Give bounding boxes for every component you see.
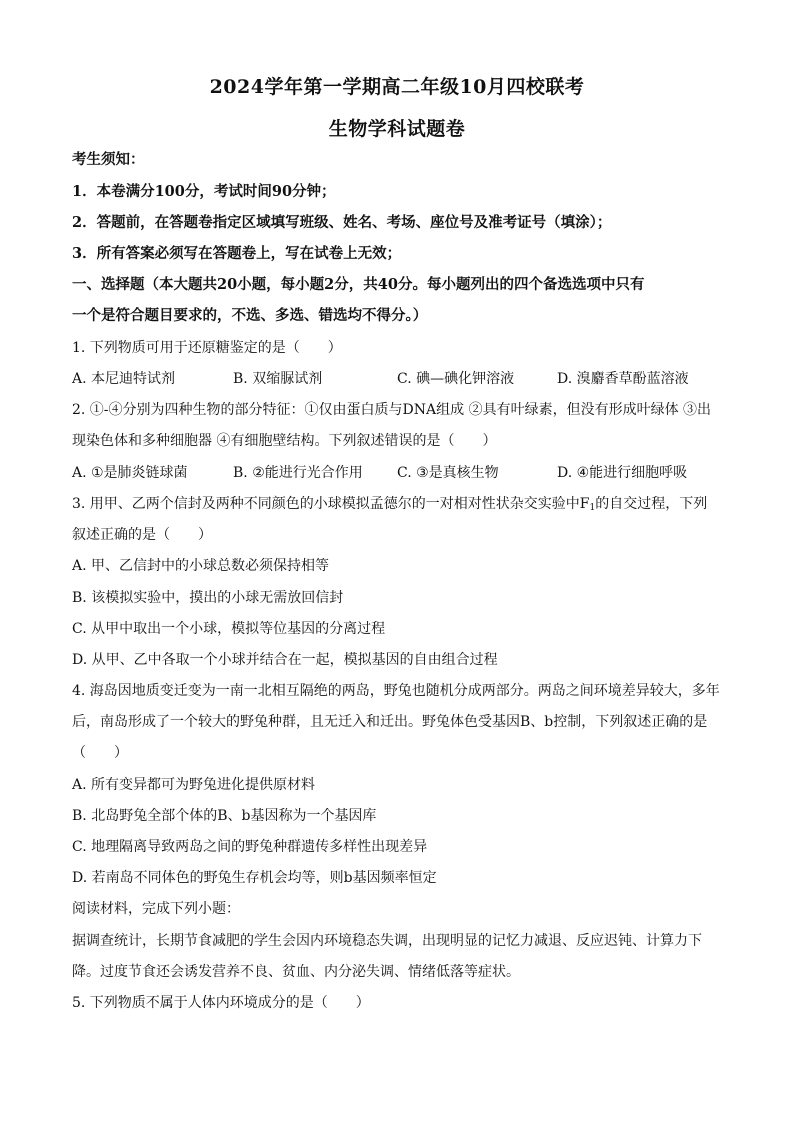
question-2-option-b: B. ②能进行光合作用 [233, 465, 363, 481]
notice-item-2: 2．答题前，在答题卷指定区域填写班级、姓名、考场、座位号及准考证号（填涂）； [72, 214, 612, 231]
question-4-stem-line-2: 后，南岛形成了一个较大的野兔种群，且无迁入和迁出。野兔体色受基因B、b控制，下列叙述正确的是 [72, 714, 708, 730]
question-3-option-b: B. 该模拟实验中，摸出的小球无需放回信封 [72, 590, 344, 606]
reading-paragraph-line-2: 降。过度节食还会诱发营养不良、贫血、内分泌失调、情绪低落等症状。 [72, 964, 520, 980]
question-2-option-d: D. ④能进行细胞呼吸 [557, 465, 688, 481]
question-3-subscript: 1 [589, 503, 596, 513]
question-3-option-c: C. 从甲中取出一个小球，模拟等位基因的分离过程 [72, 621, 386, 637]
reading-intro: 阅读材料，完成下列小题： [72, 901, 240, 917]
reading-paragraph-line-1: 据调查统计，长期节食减肥的学生会因内环境稳态失调，出现明显的记忆力减退、反应迟钝、计算力下 [72, 933, 702, 949]
question-4-option-a: A. 所有变异都可为野兔进化提供原材料 [72, 777, 316, 793]
question-1-option-b: B. 双缩脲试剂 [233, 371, 323, 387]
question-3-option-d: D. 从甲、乙中各取一个小球并结合在一起，模拟基因的自由组合过程 [72, 652, 498, 668]
exam-title: 2024学年第一学期高二年级10月四校联考 [209, 76, 585, 98]
question-4-stem-line-3: （ ） [72, 745, 128, 761]
question-5-stem: 5. 下列物质不属于人体内环境成分的是（ ） [72, 995, 370, 1011]
question-1-stem: 1. 下列物质可用于还原糖鉴定的是（ ） [72, 340, 342, 356]
question-2-stem-line-1: 2. ①-④分别为四种生物的部分特征：①仅由蛋白质与DNA组成 ②具有叶绿素，但没有形成叶绿体 ③出 [72, 402, 712, 418]
question-4-option-c: C. 地理隔离导致两岛之间的野兔种群遗传多样性出现差异 [72, 839, 428, 855]
question-3-option-a: A. 甲、乙信封中的小球总数必须保持相等 [72, 558, 330, 574]
question-4-option-b: B. 北岛野兔全部个体的B、b基因称为一个基因库 [72, 808, 377, 824]
question-3-stem-line-2: 叙述正确的是（ ） [72, 527, 212, 543]
question-2-option-a: A. ①是肺炎链球菌 [72, 465, 188, 481]
question-1-option-a: A. 本尼迪特试剂 [72, 371, 176, 387]
notice-item-3: 3．所有答案必须写在答题卷上，写在试卷上无效； [72, 245, 402, 262]
section-heading-line-2: 一个是符合题目要求的，不选、多选、错选均不得分。） [72, 307, 428, 324]
question-1-option-d: D. 溴麝香草酚蓝溶液 [557, 371, 689, 387]
question-3-stem-part-b: 的自交过程，下列 [595, 496, 708, 512]
notice-item-1: 1．本卷满分100分，考试时间90分钟； [72, 183, 336, 200]
question-2-stem-line-2: 现染色体和多种细胞器 ④有细胞壁结构。下列叙述错误的是（ ） [72, 433, 497, 449]
question-1-option-c: C. 碘—碘化钾溶液 [397, 371, 515, 387]
question-4-stem-line-1: 4. 海岛因地质变迁变为一南一北相互隔绝的两岛，野兔也随机分成两部分。两岛之间环境差异较大，多年 [72, 683, 720, 699]
section-heading-line-1: 一、选择题（本大题共20小题，每小题2分，共40分。每小题列出的四个备选选项中只有 [72, 276, 645, 293]
question-3-stem-line-1 [72, 495, 722, 517]
exam-subtitle: 生物学科试题卷 [328, 118, 466, 140]
question-3-stem-part-a: 3. 用甲、乙两个信封及两种不同颜色的小球模拟孟德尔的一对相对性状杂交实验中F [72, 496, 590, 512]
question-2-option-c: C. ③是真核生物 [397, 465, 499, 481]
notice-heading: 考生须知： [72, 151, 145, 168]
question-4-option-d: D. 若南岛不同体色的野兔生存机会均等，则b基因频率恒定 [72, 870, 437, 886]
